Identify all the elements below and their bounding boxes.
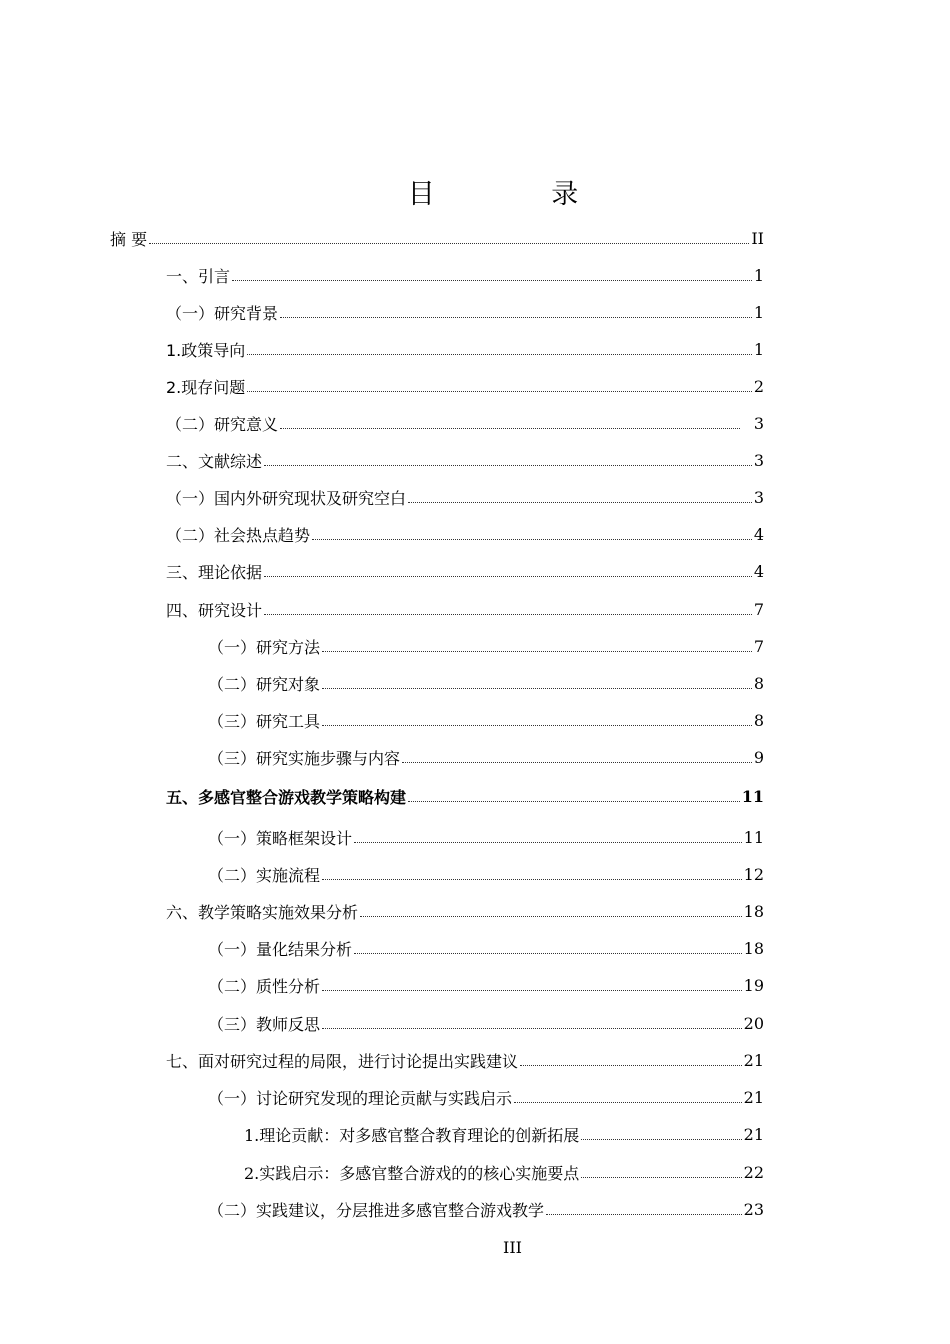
toc-entry[interactable] [208, 856, 764, 892]
toc-entry-page: 8 [753, 673, 764, 693]
toc-entry-page: 3 [753, 487, 764, 507]
toc-leader-dots [264, 465, 752, 466]
toc-entry-page: 9 [753, 747, 764, 767]
toc-entry[interactable] [208, 1079, 764, 1115]
toc-leader-dots [408, 801, 740, 802]
toc-entry-label: （二）质性分析 [208, 976, 321, 996]
toc-leader-dots [322, 688, 752, 689]
toc-entry-label: （一）讨论研究发现的理论贡献与实践启示 [208, 1088, 513, 1108]
toc-entry[interactable] [208, 967, 764, 1003]
toc-entry-label: 2.现存问题 [166, 377, 246, 397]
toc-entry-label: （三）研究工具 [208, 711, 321, 731]
toc-entry-label: （一）研究方法 [208, 637, 321, 657]
toc-entry-label: （一）策略框架设计 [208, 828, 353, 848]
toc-entry[interactable] [166, 442, 764, 478]
toc-entry-page: 22 [743, 1162, 764, 1182]
toc-entry-page: 1 [753, 302, 764, 322]
toc-entry-page: 23 [743, 1199, 764, 1219]
toc-entry-label: 七、面对研究过程的局限，进行讨论提出实践建议 [166, 1051, 519, 1071]
toc-entry[interactable] [166, 1042, 764, 1078]
toc-entry-label: 五、多感官整合游戏教学策略构建 [166, 787, 407, 807]
toc-entry[interactable] [208, 1191, 764, 1227]
toc-entry[interactable] [166, 893, 764, 929]
toc-entry-page: 21 [743, 1050, 764, 1070]
toc-entry-page: 4 [753, 524, 764, 544]
toc-entry-label: 1.政策导向 [166, 340, 246, 360]
toc-entry[interactable] [208, 1005, 764, 1041]
toc-entry-page: II [751, 228, 764, 248]
toc-entry-label: 三、理论依据 [166, 562, 263, 582]
toc-entry-page: 21 [743, 1087, 764, 1107]
toc-entry[interactable] [166, 591, 764, 627]
toc-entry-page: 11 [741, 786, 764, 806]
toc-entry-page: 1 [753, 265, 764, 285]
toc-entry-page: 7 [753, 599, 764, 619]
toc-entry[interactable] [166, 257, 764, 293]
toc-leader-dots [264, 576, 752, 577]
toc-entry-label: 二、文献综述 [166, 451, 263, 471]
toc-leader-dots [322, 879, 742, 880]
toc-leader-dots [360, 916, 742, 917]
toc-entry-page: 4 [753, 561, 764, 581]
toc-leader-dots [354, 842, 742, 843]
toc-entry-page: 19 [743, 975, 764, 995]
toc-leader-dots [546, 1214, 742, 1215]
toc-entry-label: （三）教师反思 [208, 1014, 321, 1034]
toc-entry-page: 8 [753, 710, 764, 730]
toc-entry[interactable] [166, 405, 764, 441]
toc-entry[interactable] [166, 553, 764, 589]
toc-leader-dots [322, 1028, 742, 1029]
toc-leader-dots [581, 1177, 741, 1178]
toc-leader-dots [264, 614, 752, 615]
toc-leader-dots [354, 953, 742, 954]
toc-entry-label: 六、教学策略实施效果分析 [166, 902, 359, 922]
toc-entry[interactable] [166, 331, 764, 367]
toc-entry[interactable] [244, 1116, 764, 1152]
toc-entry-page: 3 [753, 413, 764, 433]
toc-entry[interactable] [166, 479, 764, 515]
toc-leader-dots [402, 762, 752, 763]
toc-leader-dots [322, 651, 752, 652]
toc-leader-dots [408, 502, 752, 503]
toc-leader-dots [247, 391, 752, 392]
page-number: III [503, 1238, 522, 1257]
toc-entry[interactable] [166, 778, 764, 814]
toc-entry-page: 3 [753, 450, 764, 470]
toc-entry[interactable] [166, 368, 764, 404]
toc-leader-dots [520, 1065, 742, 1066]
toc-entry-label: 摘 要 [110, 229, 148, 249]
toc-entry[interactable] [166, 516, 764, 552]
toc-leader-dots [581, 1139, 741, 1140]
toc-leader-dots [322, 990, 742, 991]
toc-entry-label: （一）研究背景 [166, 303, 279, 323]
toc-entry-label: （三）研究实施步骤与内容 [208, 748, 401, 768]
toc-entry-label: （二）实践建议，分层推进多感官整合游戏教学 [208, 1200, 545, 1220]
toc-entry-page: 18 [743, 901, 764, 921]
toc-entry[interactable] [244, 1154, 764, 1190]
toc-entry-page: 21 [743, 1124, 764, 1144]
toc-entry-label: （二）研究意义 [166, 414, 279, 434]
toc-leader-dots [280, 317, 752, 318]
toc-leader-dots [514, 1102, 742, 1103]
toc-entry[interactable] [208, 702, 764, 738]
toc-entry[interactable] [110, 220, 764, 256]
toc-entry-label: （一）量化结果分析 [208, 939, 353, 959]
toc-entry-label: 一、引言 [166, 266, 231, 286]
toc-entry[interactable] [208, 739, 764, 775]
toc-entry-page: 2 [753, 376, 764, 396]
toc-entry-label: 1.理论贡献：对多感官整合教育理论的创新拓展 [244, 1125, 580, 1145]
toc-entry-page: 18 [743, 938, 764, 958]
toc-entry[interactable] [166, 294, 764, 330]
toc-entry-page: 11 [743, 827, 764, 847]
toc-entry-label: （二）社会热点趋势 [166, 525, 311, 545]
toc-entry[interactable] [208, 930, 764, 966]
toc-entry-page: 12 [743, 864, 764, 884]
toc-entry-page: 20 [743, 1013, 764, 1033]
toc-entry-label: 四、研究设计 [166, 600, 263, 620]
toc-leader-dots [247, 354, 752, 355]
toc-entry-label: （二）实施流程 [208, 865, 321, 885]
toc-entry-page: 7 [753, 636, 764, 656]
toc-entry-label: （一）国内外研究现状及研究空白 [166, 488, 407, 508]
toc-entry-label: （二）研究对象 [208, 674, 321, 694]
toc-entry-page: 1 [753, 339, 764, 359]
toc-leader-dots [312, 539, 752, 540]
toc-entry[interactable] [208, 628, 764, 664]
toc-entry-label: 2.实践启示：多感官整合游戏的的核心实施要点 [244, 1163, 580, 1183]
toc-leader-dots [322, 725, 752, 726]
toc-leader-dots [149, 243, 749, 244]
toc-leader-dots [280, 428, 740, 429]
toc-leader-dots [232, 280, 752, 281]
page-title: 目 录 [407, 179, 633, 210]
toc-entry[interactable] [208, 819, 764, 855]
toc-entry[interactable] [208, 665, 764, 701]
